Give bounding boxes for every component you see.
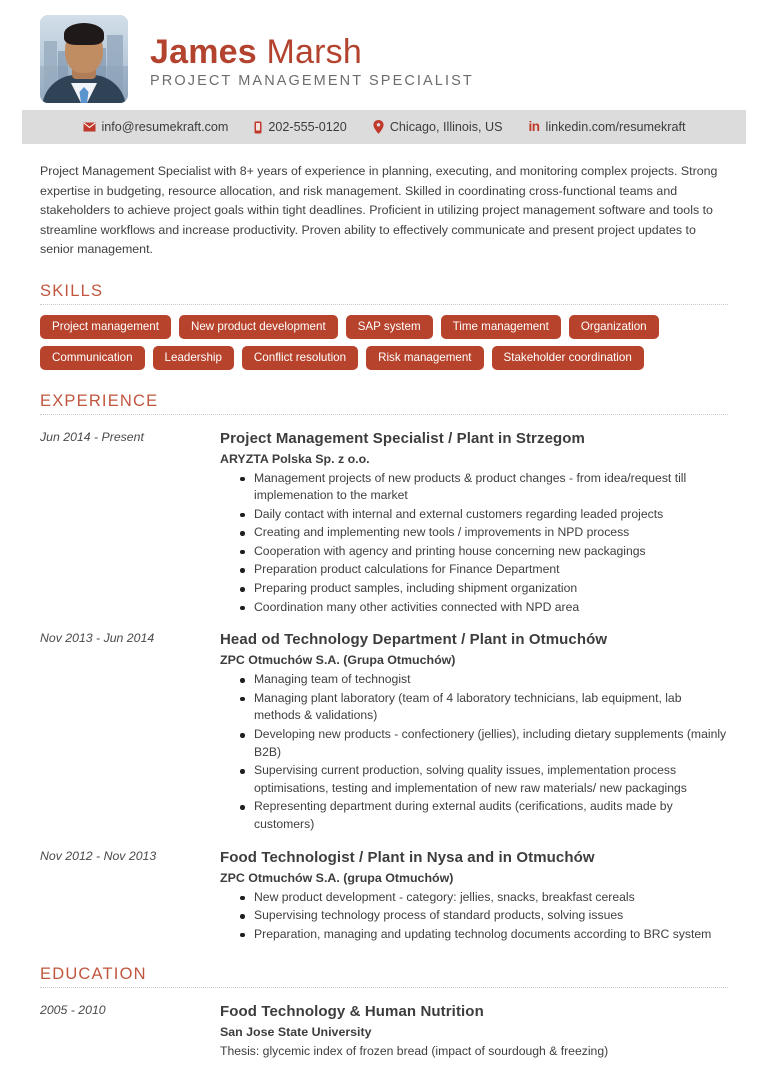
list-item: Creating and implementing new tools / improvements in NPD process (240, 524, 728, 542)
skill-tag: Risk management (366, 346, 483, 370)
experience-company: ZPC Otmuchów S.A. (grupa Otmuchów) (220, 870, 454, 885)
section-divider (40, 304, 728, 305)
list-item: Daily contact with internal and external customers regarding leaded projects (240, 506, 728, 524)
list-item: Preparation product calculations for Finance Department (240, 561, 728, 579)
section-divider (40, 987, 728, 988)
list-item: Cooperation with agency and printing house concerning new packagings (240, 543, 728, 561)
education-school: San Jose State University (220, 1025, 372, 1040)
first-name: James (150, 33, 257, 71)
education-degree: Food Technology & Human Nutrition (220, 1003, 484, 1021)
experience-body (220, 429, 728, 617)
last-name: Marsh (266, 33, 362, 71)
resume-header (0, 0, 768, 106)
photo-hair (64, 23, 104, 45)
skill-tag: Leadership (153, 346, 234, 370)
experience-job-title: Food Technologist / Plant in Nysa and in Otmuchów (220, 848, 595, 866)
professional-summary: Project Management Specialist with 8+ years of experience in planning, executing, and monitoring complex projects. Strong expertise in budgeting, resource allocation, and risk management. Skilled in coordinating cross-functional teams and stakeholders to achieve project goals within tight deadlines. Proficient in utilizing project management software and tools to streamline workflows and increase productivity. Proven ability to effectively communicate and present project updates to senior management. (40, 164, 718, 256)
list-item: Preparing product samples, including shipment organization (240, 580, 728, 598)
list-item: Management projects of new products & product changes - from idea/request till implemenation to the market (240, 470, 728, 505)
education-entry (40, 1002, 728, 1060)
phone-icon (254, 121, 262, 134)
skill-tag: Conflict resolution (242, 346, 358, 370)
full-name (150, 33, 474, 71)
experience-body (220, 848, 728, 944)
location-pin-icon (373, 120, 384, 134)
section-education (40, 965, 728, 1060)
list-item: Managing team of technogist (240, 671, 728, 689)
contact-linkedin-text: linkedin.com/resumekraft (545, 120, 686, 134)
skill-tag: Project management (40, 315, 171, 339)
email-icon (83, 122, 96, 132)
skill-tag: SAP system (346, 315, 433, 339)
list-item: New product development - category: jellies, snacks, breakfast cereals (240, 889, 728, 907)
contact-item-location[interactable] (373, 120, 503, 134)
list-item: Managing plant laboratory (team of 4 laboratory technicians, lab equipment, lab methods & validations) (240, 690, 728, 725)
experience-entry (40, 429, 728, 617)
education-date: 2005 - 2010 (40, 1003, 106, 1018)
linkedin-icon: in (528, 119, 540, 135)
contact-location-text: Chicago, Illinois, US (389, 120, 503, 134)
list-item: Coordination many other activities connected with NPD area (240, 599, 728, 617)
education-thesis: Thesis: glycemic index of frozen bread (impact of sourdough & freezing) (220, 1044, 609, 1059)
skill-tag: Organization (569, 315, 659, 339)
experience-body (220, 630, 728, 833)
experience-job-title: Head od Technology Department / Plant in Otmuchów (220, 631, 608, 649)
experience-entry (40, 848, 728, 944)
experience-company: ZPC Otmuchów S.A. (Grupa Otmuchów) (220, 653, 456, 668)
list-item: Supervising technology process of standard products, solving issues (240, 907, 728, 925)
list-item: Developing new products - confectionery (jellies), including dietary supplements (mainly B2B) (240, 726, 728, 761)
contact-item-linkedin[interactable] (529, 120, 686, 134)
section-skills (40, 282, 728, 370)
experience-job-title: Project Management Specialist / Plant in Strzegom (220, 429, 585, 447)
skill-tag: New product development (179, 315, 338, 339)
experience-date: Jun 2014 - Present (40, 429, 144, 444)
name-block (150, 29, 474, 89)
experience-date: Nov 2012 - Nov 2013 (40, 848, 157, 863)
section-title-experience: EXPERIENCE (40, 391, 159, 410)
profile-photo (40, 15, 128, 103)
skills-list (40, 315, 728, 370)
list-item: Preparation, managing and updating technolog documents according to BRC system (240, 926, 728, 944)
resume-content (0, 162, 768, 1060)
skill-tag: Stakeholder coordination (492, 346, 644, 370)
section-divider (40, 414, 728, 415)
education-body (220, 1002, 728, 1060)
contact-item-phone[interactable] (254, 120, 346, 134)
experience-entry (40, 630, 728, 833)
headline-job-title: PROJECT MANAGEMENT SPECIALIST (150, 73, 474, 89)
skill-tag: Communication (40, 346, 145, 370)
contact-email-text: info@resumekraft.com (101, 120, 229, 134)
list-item: Supervising current production, solving quality issues, implementation process optimisations, testing and implementation of new raw materials/ new packagings (240, 762, 728, 797)
contact-bar (22, 110, 746, 144)
section-experience (40, 392, 728, 944)
section-title-education: EDUCATION (40, 965, 147, 984)
experience-bullets (220, 671, 728, 833)
list-item: Representing department during external audits (cerifications, audits made by customers) (240, 798, 728, 833)
contact-item-email[interactable] (83, 120, 229, 134)
section-title-skills: SKILLS (40, 281, 104, 300)
experience-bullets (220, 889, 728, 944)
experience-bullets (220, 470, 728, 617)
experience-company: ARYZTA Polska Sp. z o.o. (220, 451, 370, 466)
contact-phone-text: 202-555-0120 (268, 120, 347, 134)
skill-tag: Time management (441, 315, 561, 339)
experience-date: Nov 2013 - Jun 2014 (40, 631, 155, 646)
